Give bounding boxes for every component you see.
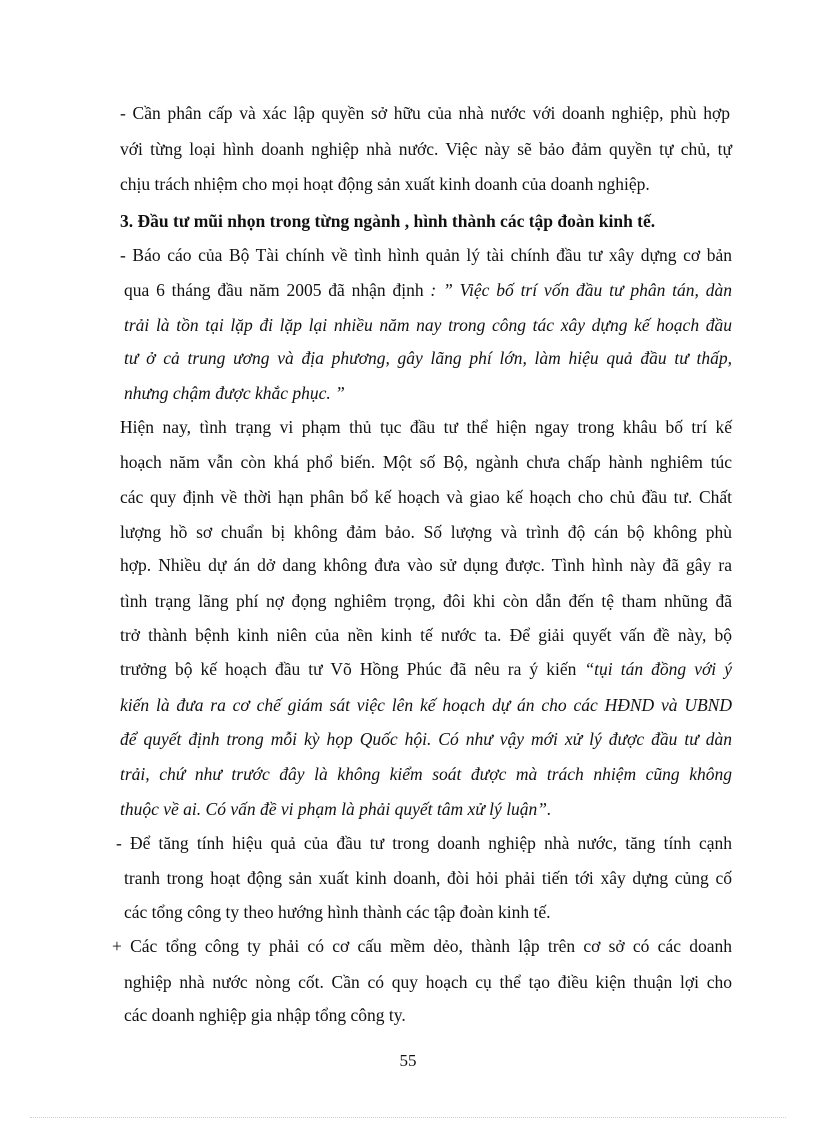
text-span: + Các tổng công ty phải có cơ cấu mềm dẻo, thành lập trên cơ sở có các doanh <box>112 936 732 956</box>
text-span: để quyết định trong mỗi kỳ họp Quốc hội. Có như vậy mới xử lý được đầu tư dàn <box>120 729 732 749</box>
text-line <box>120 589 732 613</box>
text-line <box>120 553 732 577</box>
text-span: với từng loại hình doanh nghiệp nhà nước. Việc này sẽ bảo đảm quyền tự chủ, tự <box>120 139 732 159</box>
text-line <box>120 727 732 751</box>
text-span: các quy định về thời hạn phân bổ kế hoạch và giao kế hoạch cho chủ đầu tư. Chất <box>120 487 732 507</box>
text-line <box>124 346 732 370</box>
text-line <box>120 797 732 821</box>
section-heading <box>120 209 704 233</box>
text-span: tình trạng lãng phí nợ đọng nghiêm trọng, đôi khi còn dẫn đến tệ tham nhũng đã <box>120 591 732 611</box>
text-span: các tổng công ty theo hướng hình thành các tập đoàn kinh tế. <box>124 902 551 922</box>
text-span: “tụi tán đồng với ý <box>584 659 732 679</box>
text-line <box>120 101 730 125</box>
page-number: 55 <box>399 1051 417 1070</box>
text-span: chịu trách nhiệm cho mọi hoạt động sản xuất kinh doanh của doanh nghiệp. <box>120 174 650 194</box>
text-span: - Báo cáo của Bộ Tài chính về tình hình quản lý tài chính đầu tư xây dựng cơ bản <box>120 245 732 265</box>
text-span: trải, chứ như trước đây là không kiểm soát được mà trách nhiệm cũng không <box>120 764 732 784</box>
text-span: 3. Đầu tư mũi nhọn trong từng ngành , hình thành các tập đoàn kinh tế. <box>120 211 656 231</box>
text-line <box>120 520 732 544</box>
text-line <box>124 970 732 994</box>
text-span: - Để tăng tính hiệu quả của đầu tư trong doanh nghiệp nhà nước, tăng tính cạnh <box>116 833 732 853</box>
text-span: thuộc về ai. Có vấn đề vi phạm là phải quyết tâm xử lý luận”. <box>120 799 552 819</box>
text-line <box>120 137 732 161</box>
text-line <box>120 450 732 474</box>
text-span: hợp. Nhiều dự án dở dang không đưa vào sử dụng được. Tình hình này đã gây ra <box>120 555 732 575</box>
text-span: qua 6 tháng đầu năm 2005 đã nhận định <box>124 280 431 300</box>
text-line <box>120 485 732 509</box>
text-span: tư ở cả trung ương và địa phương, gây lãng phí lớn, làm hiệu quả đầu tư thấp, <box>124 348 732 368</box>
text-span: các doanh nghiệp gia nhập tổng công ty. <box>124 1005 406 1025</box>
text-line <box>116 831 732 855</box>
text-line <box>120 415 732 439</box>
text-line <box>124 1003 732 1027</box>
text-line <box>120 243 732 267</box>
text-line <box>124 381 732 405</box>
text-line <box>124 313 732 337</box>
text-line <box>124 278 732 302</box>
text-span: kiến là đưa ra cơ chế giám sát việc lên kế hoạch dự án cho các HĐND và UBND <box>120 695 732 715</box>
text-line <box>120 693 732 717</box>
page-bottom-dotted-rule <box>30 1117 786 1118</box>
text-span: trải là tồn tại lặp đi lặp lại nhiều năm nay trong công tác xây dựng kế hoạch đầu <box>124 315 732 335</box>
text-span: trở thành bệnh kinh niên của nền kinh tế nước ta. Để giải quyết vấn đề này, bộ <box>120 625 732 645</box>
text-line <box>120 172 732 196</box>
text-span: hoạch năm vẫn còn khá phổ biến. Một số Bộ, ngành chưa chấp hành nghiêm túc <box>120 452 732 472</box>
text-span: nghiệp nhà nước nòng cốt. Cần có quy hoạch cụ thể tạo điều kiện thuận lợi cho <box>124 972 732 992</box>
text-span: nhưng chậm được khắc phục. ” <box>124 383 345 403</box>
text-span: trưởng bộ kế hoạch đầu tư Võ Hồng Phúc đã nêu ra ý kiến <box>120 659 585 679</box>
text-line <box>112 934 732 958</box>
text-span: Hiện nay, tình trạng vi phạm thủ tục đầu tư thể hiện ngay trong khâu bố trí kế <box>120 417 732 437</box>
text-span: tranh trong hoạt động sản xuất kinh doanh, đòi hỏi phải tiến tới xây dựng củng cố <box>124 868 732 888</box>
text-line <box>120 762 732 786</box>
text-line <box>124 900 732 924</box>
text-span: lượng hồ sơ chuẩn bị không đảm bảo. Số lượng và trình độ cán bộ không phù <box>120 522 732 542</box>
text-line <box>120 623 732 647</box>
text-span: : ” Việc bố trí vốn đầu tư phân tán, dàn <box>430 280 732 300</box>
text-span: - Cần phân cấp và xác lập quyền sở hữu của nhà nước với doanh nghiệp, phù hợp <box>120 103 730 123</box>
text-line <box>124 866 732 890</box>
text-line <box>120 657 732 681</box>
